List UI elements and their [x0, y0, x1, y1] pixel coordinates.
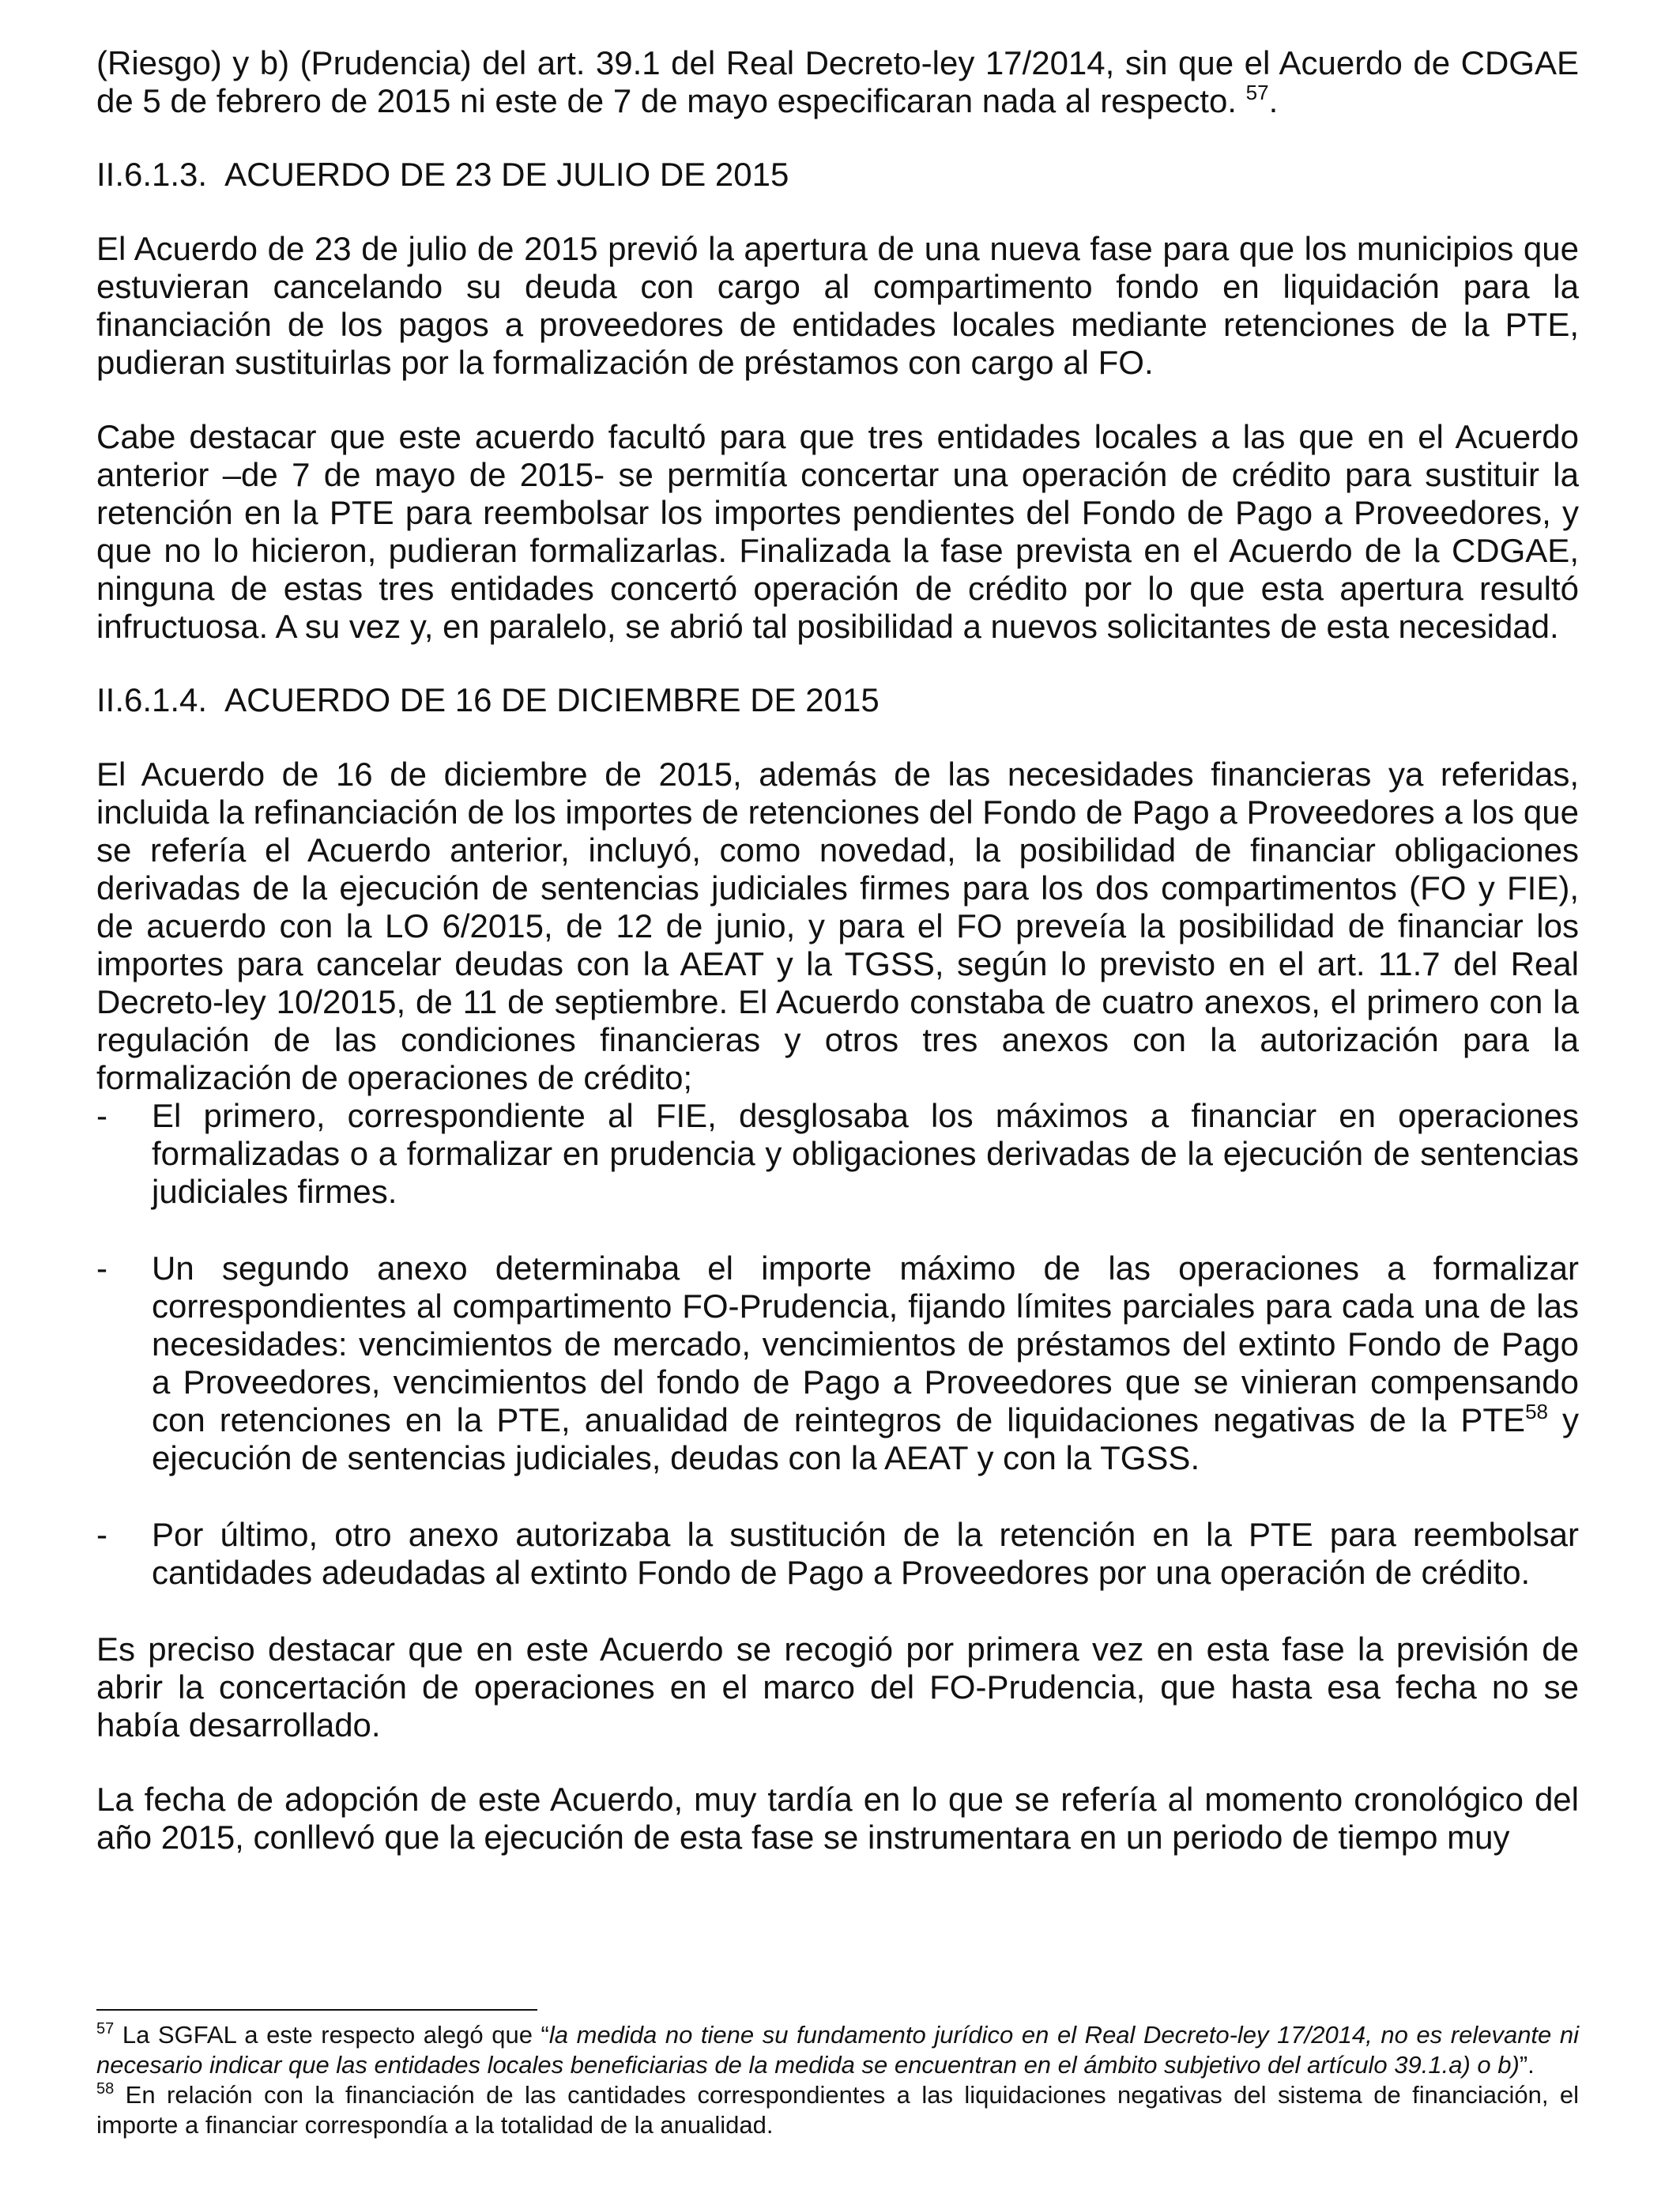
footnote-divider	[96, 2009, 537, 2011]
list-item-text: El primero, correspondiente al FIE, desglosaba los máximos a financiar en operaciones formalizadas o a formalizar en prudencia y obligaciones derivadas de la ejecución de sentencias judiciales firmes.	[152, 1097, 1579, 1210]
document-page	[96, 0, 1579, 1857]
list-item	[96, 1250, 1579, 1477]
intro-paragraph	[96, 44, 1579, 120]
footnote-57	[96, 2020, 1579, 2080]
section-1-paragraph-2: Cabe destacar que este acuerdo facultó para que tres entidades locales a las que en el Acuerdo anterior –de 7 de mayo de 2015- se permitía concertar una operación de crédito para sustituir la retención en la PTE para reembolsar los importes pendientes del Fondo de Pago a Proveedores, y que no lo hicieron, pudieran formalizarlas. Finalizada la fase prevista en el Acuerdo de la CDGAE, ninguna de estas tres entidades concertó operación de crédito por lo que esta apertura resultó infructuosa. A su vez y, en paralelo, se abrió tal posibilidad a nuevos solicitantes de esta necesidad.	[96, 418, 1579, 645]
list-item	[96, 1097, 1579, 1211]
footnote-quote: la medida no tiene su fundamento jurídico en el Real Decreto-ley 17/2014, no es relevante ni necesario indicar que las entidades locales beneficiarias de la medida se encuentran en el ámbito subjetivo del artículo 39.1.a) o b)	[96, 2021, 1580, 2079]
footnote-number: 57	[96, 2020, 115, 2038]
section-number: II.6.1.3.	[96, 156, 208, 193]
footnote-58	[96, 2080, 1579, 2140]
footnote-number: 58	[96, 2080, 115, 2098]
bullet-dash: -	[96, 1097, 107, 1134]
list-item	[96, 1516, 1579, 1592]
section-2-paragraph-1: El Acuerdo de 16 de diciembre de 2015, además de las necesidades financieras ya referidas, incluida la refinanciación de los importes de retenciones del Fondo de Pago a Proveedores a los que se refería el Acuerdo anterior, incluyó, como novedad, la posibilidad de financiar obligaciones derivadas de la ejecución de sentencias judiciales firmes para los dos compartimentos (FO y FIE), de acuerdo con la LO 6/2015, de 12 de junio, y para el FO preveía la posibilidad de financiar los importes para cancelar deudas con la AEAT y la TGSS, según lo previsto en el art. 11.7 del Real Decreto-ley 10/2015, de 11 de septiembre. El Acuerdo constaba de cuatro anexos, el primero con la regulación de las condiciones financieras y otros tres anexos con la autorización para la formalización de operaciones de crédito;	[96, 756, 1579, 1096]
section-title: ACUERDO DE 23 DE JULIO DE 2015	[224, 156, 789, 193]
section-heading-ii-6-1-4	[96, 681, 1579, 719]
section-title: ACUERDO DE 16 DE DICIEMBRE DE 2015	[224, 681, 880, 718]
list-item-text: Por último, otro anexo autorizaba la sustitución de la retención en la PTE para reembolsar cantidades adeudadas al extinto Fondo de Pago a Proveedores por una operación de crédito.	[152, 1516, 1579, 1591]
section-number: II.6.1.4.	[96, 681, 208, 718]
footnote-tail: ”.	[1519, 2051, 1535, 2079]
annex-list	[96, 1097, 1579, 1592]
list-item-text: Un segundo anexo determinaba el importe máximo de las operaciones a formalizar correspondientes al compartimento FO-Prudencia, fijando límites parciales para cada una de las necesidades: vencimientos de mercado, vencimientos de préstamos del extinto Fondo de Pago a Proveedores, vencimientos del fondo de Pago a Proveedores que se vinieran compensando con retenciones en la PTE, anualidad de reintegros de liquidaciones negativas de la PTE	[152, 1250, 1579, 1438]
section-heading-ii-6-1-3	[96, 156, 1579, 194]
footnote-lead: La SGFAL a este respecto alegó que “	[114, 2021, 549, 2049]
bullet-dash: -	[96, 1250, 107, 1287]
footnote-ref-58[interactable]: 58	[1525, 1400, 1548, 1423]
footnotes	[96, 2009, 1579, 2140]
section-1-paragraph-1: El Acuerdo de 23 de julio de 2015 previó la apertura de una nueva fase para que los municipios que estuvieran cancelando su deuda con cargo al compartimento fondo en liquidación para la financiación de los pagos a proveedores de entidades locales mediante retenciones de la PTE, pudieran sustituirlas por la formalización de préstamos con cargo al FO.	[96, 230, 1579, 381]
list-item-text-end: y ejecución de sentencias judiciales, deudas con la AEAT y con la TGSS.	[152, 1401, 1580, 1476]
intro-text: (Riesgo) y b) (Prudencia) del art. 39.1 del Real Decreto-ley 17/2014, sin que el Acuerdo de CDGAE de 5 de febrero de 2015 ni este de 7 de mayo especificaran nada al respecto.	[96, 44, 1579, 119]
section-2-paragraph-2: Es preciso destacar que en este Acuerdo se recogió por primera vez en esta fase la previsión de abrir la concertación de operaciones en el marco del FO-Prudencia, que hasta esa fecha no se había desarrollado.	[96, 1630, 1579, 1744]
intro-end: .	[1268, 82, 1279, 119]
bullet-dash: -	[96, 1516, 107, 1553]
footnote-text: En relación con la financiación de las cantidades correspondientes a las liquidaciones negativas del sistema de financiación, el importe a financiar correspondía a la totalidad de la anualidad.	[96, 2081, 1579, 2139]
footnote-ref-57[interactable]: 57	[1245, 81, 1269, 104]
section-2-paragraph-3: La fecha de adopción de este Acuerdo, muy tardía en lo que se refería al momento cronológico del año 2015, conllevó que la ejecución de esta fase se instrumentara en un periodo de tiempo muy	[96, 1781, 1579, 1856]
